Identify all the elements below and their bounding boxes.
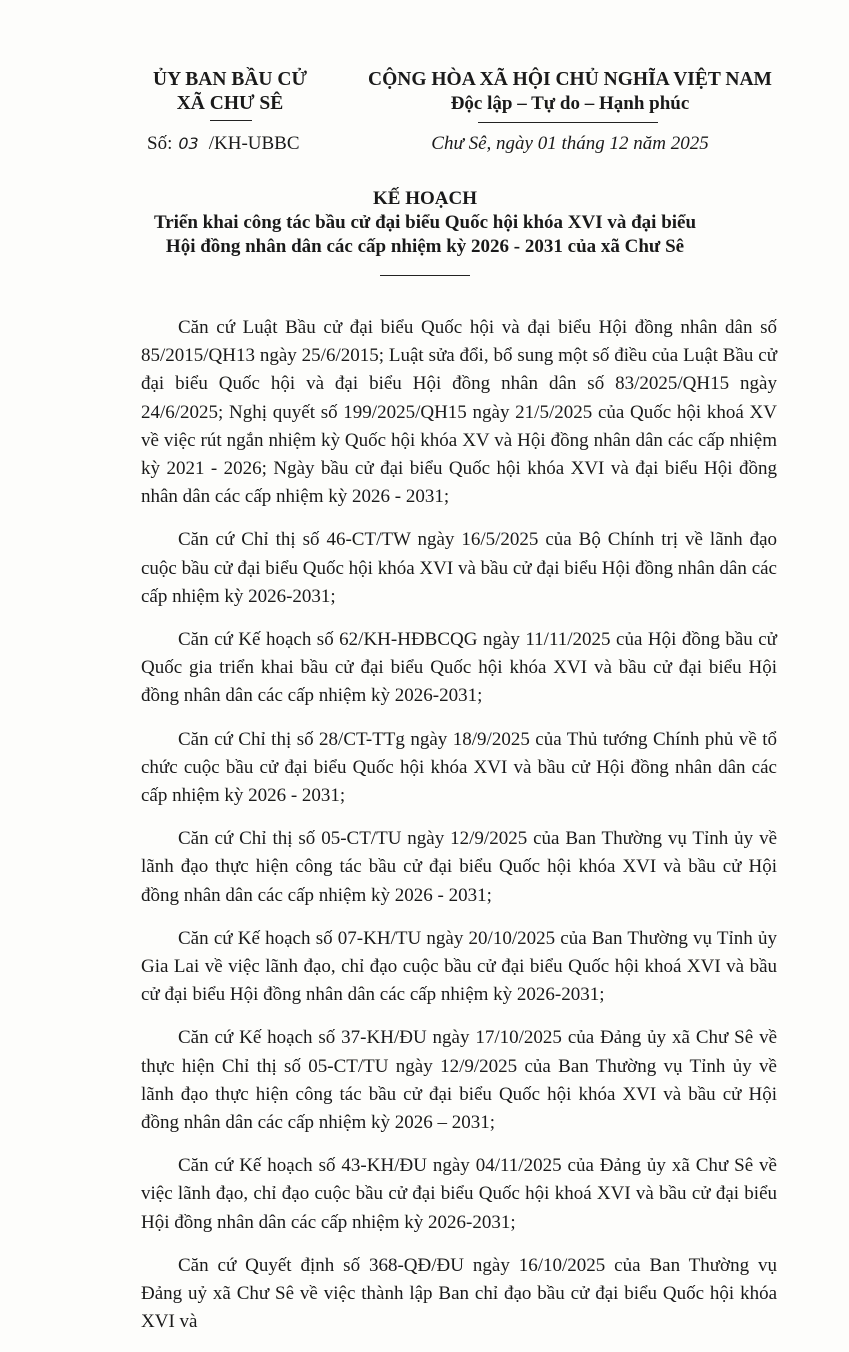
- paragraph: Căn cứ Luật Bầu cử đại biểu Quốc hội và đại biểu Hội đồng nhân dân số 85/2015/QH13 ngày 25/6/2015; Luật sửa đổi, bổ sung một số điều của Luật Bầu cử đại biểu Quốc hội và đại biểu Hội đồng nhân dân số 83/2025/QH15 ngày 24/6/2025; Nghị quyết số 199/2025/QH15 ngày 21/5/2025 của Quốc hội khoá XV về việc rút ngắn nhiệm kỳ Quốc hội khóa XV và Hội đồng nhân dân các cấp nhiệm kỳ 2021 - 2026; Ngày bầu cử đại biểu Quốc hội khóa XVI và đại biểu Hội đồng nhân dân các cấp nhiệm kỳ 2026 - 2031;: [141, 317, 777, 508]
- paragraph: Căn cứ Kế hoạch số 37-KH/ĐU ngày 17/10/2025 của Đảng ủy xã Chư Sê về thực hiện Chỉ thị số 05-CT/TU ngày 12/9/2025 của Ban Thường vụ Tỉnh ủy về lãnh đạo thực hiện công tác bầu cử đại biểu Quốc hội khóa XVI và bầu cử Hội đồng nhân dân các cấp nhiệm kỳ 2026 – 2031;: [141, 1027, 777, 1134]
- national-motto: [345, 68, 795, 116]
- document-date: Chư Sê, ngày 01 tháng 12 năm 2025: [431, 133, 709, 154]
- paragraph: Căn cứ Chỉ thị số 05-CT/TU ngày 12/9/2025 của Ban Thường vụ Tỉnh ủy về lãnh đạo thực hiện công tác bầu cử đại biểu Quốc hội khóa XVI và bầu cử Hội đồng nhân dân các cấp nhiệm kỳ 2026 - 2031;: [141, 828, 777, 906]
- handwritten-number: 03: [178, 134, 199, 153]
- title-heading: KẾ HOẠCH: [373, 188, 477, 209]
- document-body: [141, 314, 777, 1352]
- paragraph: Căn cứ Chỉ thị số 28/CT-TTg ngày 18/9/2025 của Thủ tướng Chính phủ về tổ chức cuộc bầu cử đại biểu Quốc hội khóa XVI và bầu cử Hội đồng nhân dân các cấp nhiệm kỳ 2026 - 2031;: [141, 728, 777, 807]
- title-subtitle-2: Hội đồng nhân dân các cấp nhiệm kỳ 2026 - 2031 của xã Chư Sê: [165, 236, 685, 257]
- document-title: [90, 187, 760, 259]
- title-subtitle-1: Triển khai công tác bầu cử đại biểu Quốc hội khóa XVI và đại biểu: [153, 212, 697, 233]
- motto: Độc lập – Tự do – Hạnh phúc: [450, 93, 690, 114]
- nation-name: CỘNG HÒA XÃ HỘI CHỦ NGHĨA VIỆT NAM: [368, 69, 772, 90]
- paragraph: Căn cứ Kế hoạch số 07-KH/TU ngày 20/10/2025 của Ban Thường vụ Tỉnh ủy Gia Lai về việc lãnh đạo, chỉ đạo cuộc bầu cử đại biểu Quốc hội khoá XVI và bầu cử đại biểu Hội đồng nhân dân các cấp nhiệm kỳ 2026-2031;: [141, 927, 777, 1006]
- motto-underline: [478, 122, 658, 123]
- paragraph: Căn cứ Kế hoạch số 62/KH-HĐBCQG ngày 11/11/2025 của Hội đồng bầu cử Quốc gia triển khai bầu cử đại biểu Quốc hội khóa XVI và bầu cử đại biểu Hội đồng nhân dân các cấp nhiệm kỳ 2026-2031;: [141, 629, 777, 707]
- issuing-agency: [120, 68, 340, 116]
- agency-line-2: XÃ CHƯ SÊ: [176, 93, 284, 114]
- title-underline: [380, 275, 470, 276]
- paragraph: Căn cứ Quyết định số 368-QĐ/ĐU ngày 16/10/2025 của Ban Thường vụ Đảng uỷ xã Chư Sê về việc thành lập Ban chỉ đạo bầu cử đại biểu Quốc hội khóa XVI và: [141, 1254, 777, 1333]
- agency-underline: [210, 120, 252, 121]
- paragraph: Căn cứ Chỉ thị số 46-CT/TW ngày 16/5/2025 của Bộ Chính trị về lãnh đạo cuộc bầu cử đại biểu Quốc hội khóa XVI và bầu cử đại biểu Hội đồng nhân dân các cấp nhiệm kỳ 2026-2031;: [141, 529, 777, 607]
- agency-line-1: ỦY BAN BẦU CỬ: [152, 69, 307, 90]
- document-number: Số: 03 /KH-UBBC: [147, 133, 300, 154]
- paragraph: Căn cứ Kế hoạch số 43-KH/ĐU ngày 04/11/2025 của Đảng ủy xã Chư Sê về việc lãnh đạo, chỉ đạo cuộc bầu cử đại biểu Quốc hội khoá XVI và bầu cử đại biểu Hội đồng nhân dân các cấp nhiệm kỳ 2026-2031;: [141, 1155, 777, 1233]
